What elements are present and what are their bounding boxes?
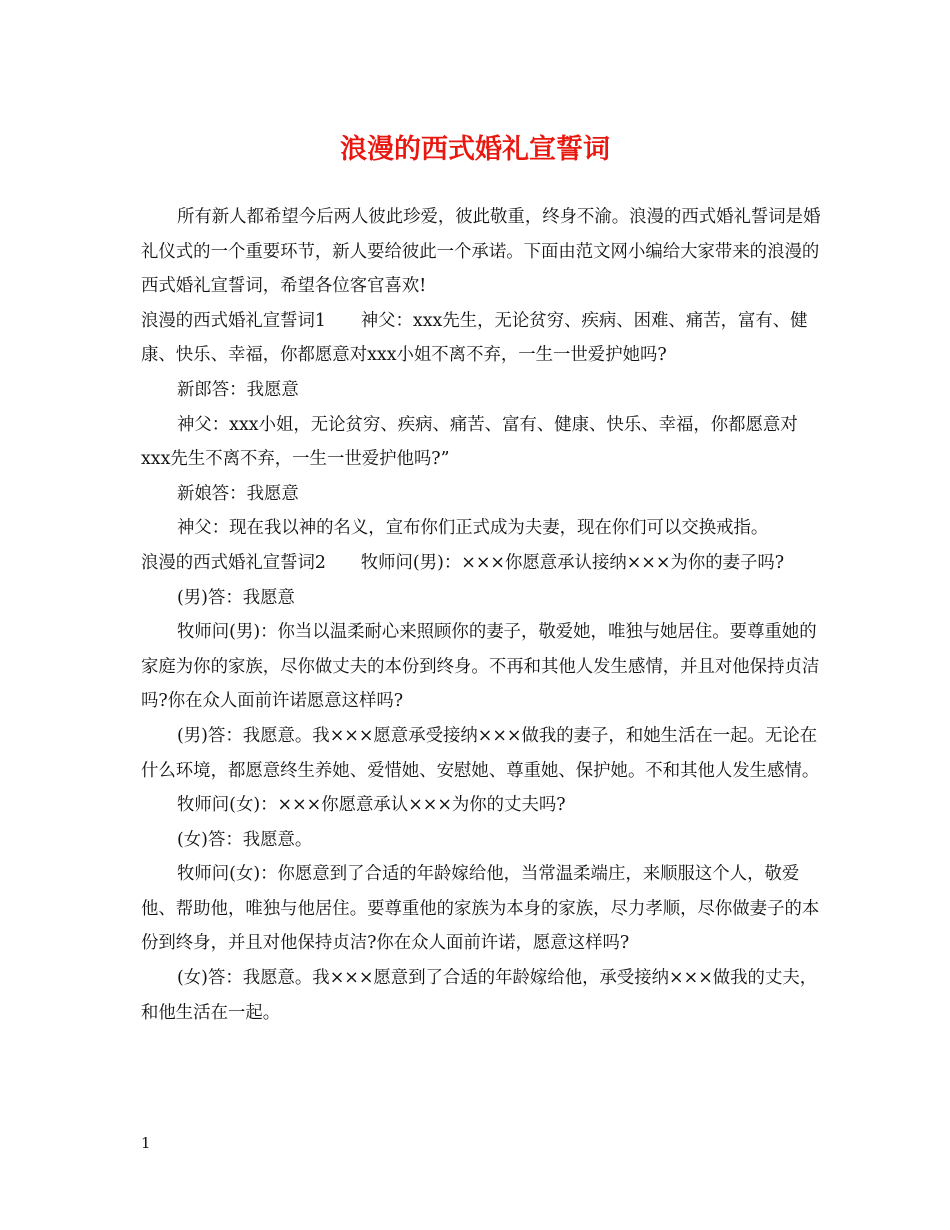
paragraph-groom-answer: 新郎答：我愿意 bbox=[177, 379, 299, 400]
paragraph-bride-answer: 新娘答：我愿意 bbox=[177, 483, 299, 504]
paragraph-pastor-female-2: 牧师问(女)：你愿意到了合适的年龄嫁给他，当常温柔端庄，来顺服这个人，敬爱他、帮助他，唯独与他居住。要尊重他的家族为本身的家族，尽力孝顺，尽你做妻子的本份到终身，并且对他保持贞洁?你在众人面前许诺，愿意这样吗? bbox=[141, 864, 820, 954]
paragraph-vow-2-pastor-male: 浪漫的西式婚礼宣誓词2 牧师问(男)：×××你愿意承认接纳×××为你的妻子吗? bbox=[141, 552, 785, 573]
paragraph-female-answer-1: (女)答：我愿意。 bbox=[177, 829, 313, 850]
document-body bbox=[141, 200, 821, 1030]
paragraph-pastor-female-1: 牧师问(女)：×××你愿意承认×××为你的丈夫吗? bbox=[177, 795, 566, 816]
paragraph-intro: 所有新人都希望今后两人彼此珍爱，彼此敬重，终身不渝。浪漫的西式婚礼誓词是婚礼仪式的一个重要环节，新人要给彼此一个承诺。下面由范文网小编给大家带来的浪漫的西式婚礼宣誓词，希望各位客官喜欢! bbox=[141, 207, 821, 297]
paragraph-female-answer-2: (女)答：我愿意。我×××愿意到了合适的年龄嫁给他，承受接纳×××做我的丈夫，和他生活在一起。 bbox=[141, 968, 818, 1023]
paragraph-priest-pronounce: 神父：现在我以神的名义，宣布你们正式成为夫妻，现在你们可以交换戒指。 bbox=[177, 518, 769, 539]
paragraph-priest-bride: 神父：xxx小姐，无论贫穷、疾病、痛苦、富有、健康、快乐、幸福，你都愿意对xxx先生不离不弃，一生一世爱护他吗?” bbox=[141, 414, 798, 470]
page-title: 浪漫的西式婚礼宣誓词 bbox=[340, 134, 610, 165]
paragraph-pastor-male-2: 牧师问(男)：你当以温柔耐心来照顾你的妻子，敬爱她，唯独与她居住。要尊重她的家庭为你的家族，尽你做丈夫的本份到终身。不再和其他人发生感情，并且对他保持贞洁吗?你在众人面前许诺愿意这样吗? bbox=[141, 622, 820, 712]
paragraph-male-answer-1: (男)答：我愿意 bbox=[177, 587, 295, 608]
page-number: 1 bbox=[141, 1134, 151, 1152]
paragraph-vow-1-priest-groom: 浪漫的西式婚礼宣誓词1 神父：xxx先生，无论贫穷、疾病、困难、痛苦，富有、健康、快乐、幸福，你都愿意对xxx小姐不离不弃，一生一世爱护她吗? bbox=[141, 310, 808, 366]
paragraph-male-answer-2: (男)答：我愿意。我×××愿意承受接纳×××做我的妻子，和她生活在一起。无论在什么环境，都愿意终生养她、爱惜她、安慰她、尊重她、保护她。不和其他人发生感情。 bbox=[141, 725, 820, 781]
